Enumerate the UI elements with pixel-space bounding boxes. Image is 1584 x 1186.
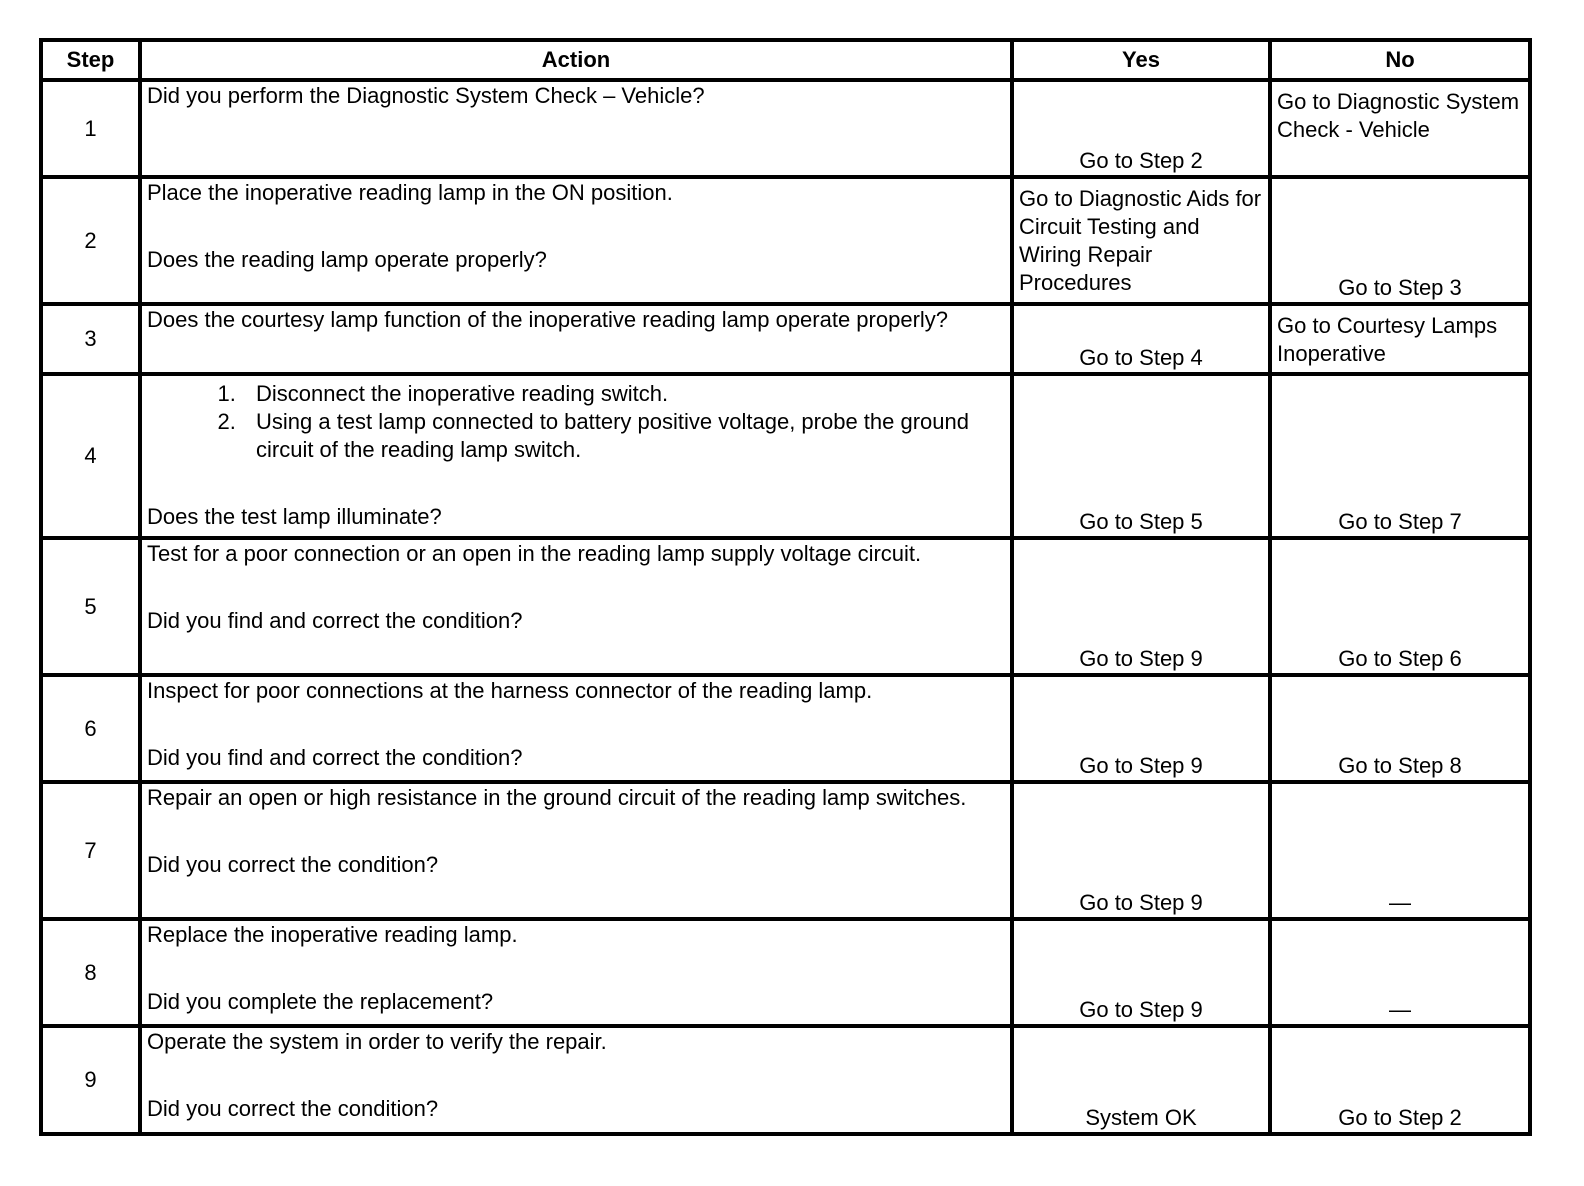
yes-cell: Go to Step 5 — [1012, 374, 1270, 538]
action-question: Did you complete the replacement? — [147, 989, 494, 1014]
action-question: Did you correct the condition? — [147, 852, 439, 877]
yes-cell: Go to Step 2 — [1012, 80, 1270, 177]
substep-item: 1. Disconnect the inoperative reading switch. — [242, 380, 1005, 408]
no-cell: Go to Step 2 — [1270, 1026, 1530, 1134]
action-cell — [140, 80, 1012, 177]
no-cell: — — [1270, 782, 1530, 919]
action-text: Operate the system in order to verify the repair. — [147, 1029, 607, 1054]
action-text: Did you perform the Diagnostic System Check – Vehicle? — [147, 83, 705, 108]
action-cell — [140, 538, 1012, 675]
no-cell: — — [1270, 919, 1530, 1026]
action-text: Does the courtesy lamp function of the inoperative reading lamp operate properly? — [147, 307, 949, 332]
diagnostic-table — [39, 38, 1532, 1136]
step-number: 2 — [41, 177, 140, 304]
table-row — [41, 675, 1530, 782]
action-cell — [140, 675, 1012, 782]
action-text: Inspect for poor connections at the harness connector of the reading lamp. — [147, 678, 873, 703]
action-cell — [140, 919, 1012, 1026]
table-row — [41, 538, 1530, 675]
action-cell — [140, 782, 1012, 919]
action-question: Did you correct the condition? — [147, 1096, 439, 1121]
table-row — [41, 1026, 1530, 1134]
yes-cell: Go to Step 9 — [1012, 782, 1270, 919]
step-number: 9 — [41, 1026, 140, 1134]
no-cell: Go to Diagnostic System Check - Vehicle — [1270, 80, 1530, 177]
header-no: No — [1270, 40, 1530, 80]
table-row — [41, 80, 1530, 177]
yes-cell: System OK — [1012, 1026, 1270, 1134]
action-cell — [140, 177, 1012, 304]
table-row — [41, 304, 1530, 374]
no-cell: Go to Step 7 — [1270, 374, 1530, 538]
header-step: Step — [41, 40, 140, 80]
action-text: Test for a poor connection or an open in the reading lamp supply voltage circuit. — [147, 541, 922, 566]
no-cell: Go to Step 3 — [1270, 177, 1530, 304]
step-number: 7 — [41, 782, 140, 919]
action-question: Does the reading lamp operate properly? — [147, 247, 547, 272]
action-cell — [140, 374, 1012, 538]
substep-list — [147, 380, 1005, 464]
action-text: Repair an open or high resistance in the ground circuit of the reading lamp switches. — [147, 785, 967, 810]
table-row — [41, 919, 1530, 1026]
header-row — [41, 40, 1530, 80]
yes-cell: Go to Step 4 — [1012, 304, 1270, 374]
no-cell: Go to Step 6 — [1270, 538, 1530, 675]
header-yes: Yes — [1012, 40, 1270, 80]
step-number: 5 — [41, 538, 140, 675]
action-text: Replace the inoperative reading lamp. — [147, 922, 518, 947]
action-cell — [140, 1026, 1012, 1134]
no-cell: Go to Step 8 — [1270, 675, 1530, 782]
table-row — [41, 374, 1530, 538]
yes-cell: Go to Step 9 — [1012, 675, 1270, 782]
no-cell: Go to Courtesy Lamps Inoperative — [1270, 304, 1530, 374]
step-number: 8 — [41, 919, 140, 1026]
header-action: Action — [140, 40, 1012, 80]
action-question: Did you find and correct the condition? — [147, 608, 523, 633]
step-number: 6 — [41, 675, 140, 782]
action-question: Did you find and correct the condition? — [147, 745, 523, 770]
table-row — [41, 177, 1530, 304]
substep-item: 2. Using a test lamp connected to battery positive voltage, probe the ground circuit of the reading lamp switch. — [242, 408, 1005, 464]
step-number: 4 — [41, 374, 140, 538]
action-question: Does the test lamp illuminate? — [147, 504, 442, 529]
yes-cell: Go to Diagnostic Aids for Circuit Testing and Wiring Repair Procedures — [1012, 177, 1270, 304]
action-cell — [140, 304, 1012, 374]
action-text: Place the inoperative reading lamp in the ON position. — [147, 180, 673, 205]
step-number: 3 — [41, 304, 140, 374]
table-row — [41, 782, 1530, 919]
yes-cell: Go to Step 9 — [1012, 538, 1270, 675]
yes-cell: Go to Step 9 — [1012, 919, 1270, 1026]
step-number: 1 — [41, 80, 140, 177]
